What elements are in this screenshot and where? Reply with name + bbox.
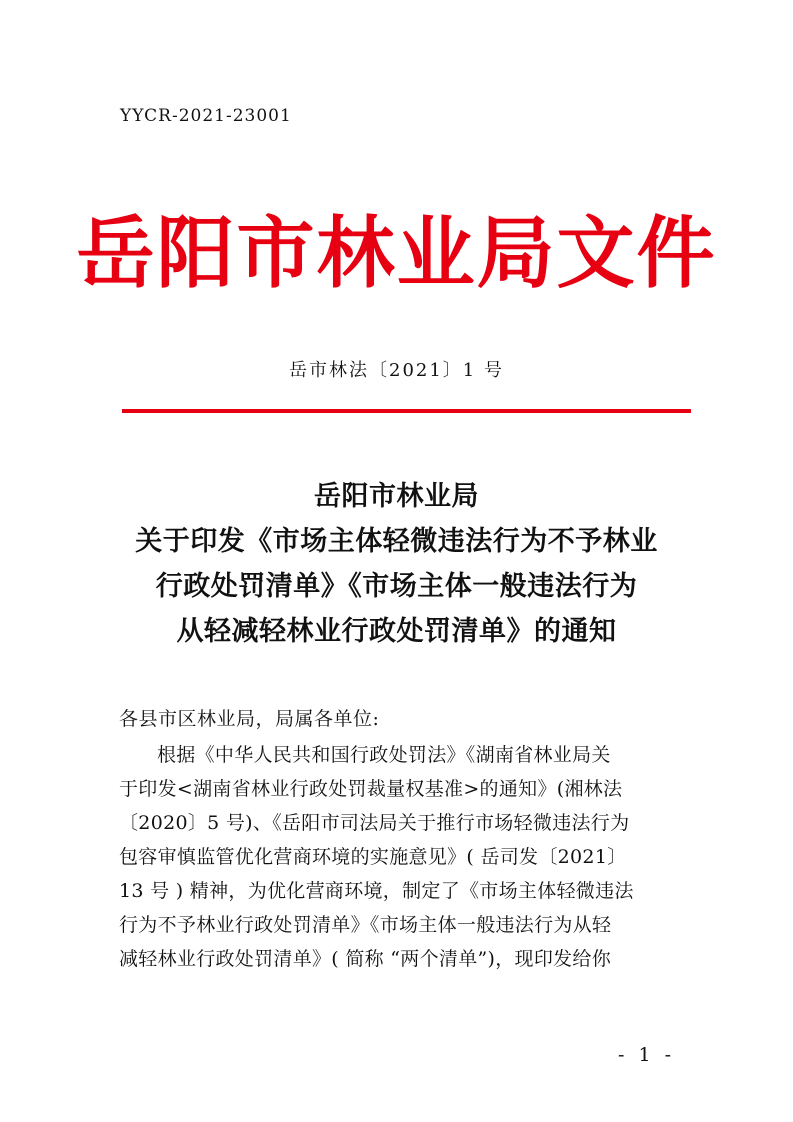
body-line: 根据《中华人民共和国行政处罚法》《湖南省林业局关: [157, 744, 611, 766]
notice-title-line: 行政处罚清单》《市场主体一般违法行为: [155, 571, 638, 602]
document-number: 岳市林法〔2021〕1 号: [289, 360, 504, 381]
body-line: 13 号 ) 精神，为优化营商环境，制定了《市场主体轻微违法: [119, 880, 634, 902]
red-divider-line: [122, 409, 691, 413]
notice-title-line: 关于印发《市场主体轻微违法行为不予林业: [135, 526, 658, 557]
body-line: 行为不予林业行政处罚清单》《市场主体一般违法行为从轻: [119, 914, 612, 936]
notice-title-line: 岳阳市林业局: [314, 481, 479, 512]
issuing-authority-header: 岳阳市林业局文件: [76, 208, 717, 299]
page-number: - 1 -: [618, 1044, 676, 1066]
recipient-line: 各县市区林业局，局属各单位:: [119, 708, 380, 730]
notice-title: [0, 474, 793, 654]
body-line: 减轻林业行政处罚清单》( 简称 “两个清单”)，现印发给你: [119, 948, 612, 970]
document-code: YYCR-2021-23001: [120, 106, 292, 126]
body-line: 〔2020〕5 号)、《岳阳市司法局关于推行市场轻微违法行为: [119, 812, 630, 834]
body-line: 于印发<湖南省林业行政处罚裁量权基准>的通知》(湘林法: [119, 778, 623, 800]
notice-title-line: 从轻减轻林业行政处罚清单》的通知: [176, 616, 617, 647]
body-paragraph: [119, 738, 679, 976]
body-line: 包容审慎监管优化营商环境的实施意见》( 岳司发〔2021〕: [119, 846, 627, 868]
